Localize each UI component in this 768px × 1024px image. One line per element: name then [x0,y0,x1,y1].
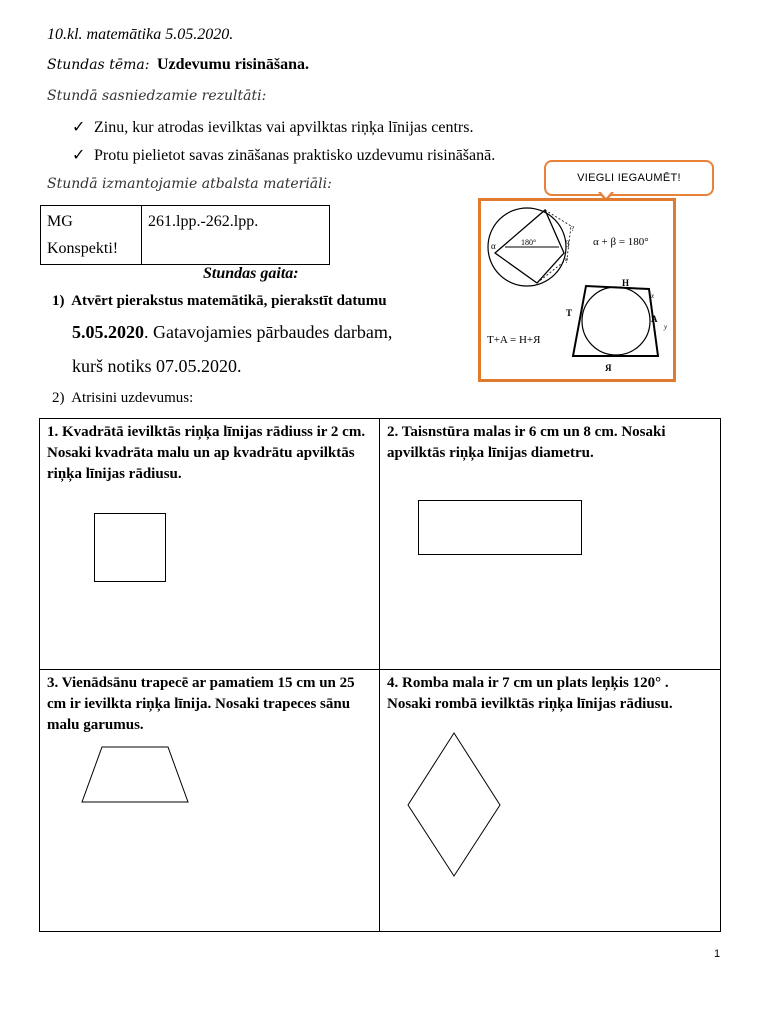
task-cell-1 [40,419,379,669]
square-shape [94,513,166,582]
task-cell-3 [40,670,379,931]
formula-tangential: T+A = H+Я [487,334,541,346]
inscribed-circle [582,287,650,355]
task-2-text: 2. Taisnstūra malas ir 6 cm un 8 cm. Nosaki apvilktās riņķa līnijas diametru. [387,424,666,461]
materials-col1: MG [47,213,73,230]
checkmark-icon: ✓ [72,119,86,136]
materials-col1-line2: Konspekti! [47,240,119,257]
result-item-2 [72,145,495,165]
step-1 [52,293,387,310]
task-4-text: 4. Romba mala ir 7 cm un plats leņķis 120° . Nosaki rombā ievilktās riņķa līnijas rādiusu. [387,675,673,712]
question-mark-1: ? [571,225,575,233]
step-1-number: 1) [52,293,65,309]
alpha-label: α [491,241,496,251]
step-2 [52,390,193,407]
task-1-text: 1. Kvadrātā ievilktās riņķa līnijas rādiuss ir 2 cm. Nosaki kvadrāta malu un ap kvadrātu apvilktās riņķa līnijas rādiusu. [47,424,366,482]
tasks-grid [39,418,721,932]
label-A: A [651,314,658,324]
label-y: y [664,323,668,331]
page-number: 1 [714,948,721,960]
step-2-number: 2) [52,390,65,406]
class-date-line: 10.kl. matemātika 5.05.2020. [47,26,234,43]
callout-label: VIEGLI IEGAUMĒT! [544,160,714,196]
materials-cell-1 [41,206,142,265]
results-label: Stundā sasniedzamie rezultāti: [47,88,267,104]
result-text-1: Zinu, kur atrodas ievilktas vai apvilktas riņķa līnijas centrs. [94,119,474,136]
materials-table [40,205,330,265]
rectangle-shape [418,500,582,555]
checkmark-icon: ✓ [72,147,86,164]
angle-180-label: 180° [521,238,537,247]
label-H: H [622,278,630,288]
label-T: T [566,308,573,318]
step-1-text: Atvērt pierakstus matemātikā, pierakstīt datumu [71,293,387,309]
result-text-2: Protu pielietot savas zināšanas praktisko uzdevumu risināšanā. [94,147,496,164]
lesson-flow-title: Stundas gaita: [203,265,299,282]
step-1-line3: kurš notiks 07.05.2020. [72,356,242,376]
topic-value: Uzdevumu risināšana. [156,56,309,73]
question-mark-2: ? [565,257,569,265]
task-cell-4 [380,670,720,931]
trapezoid-shape [80,746,190,804]
materials-label: Stundā izmantojamie atbalsta materiāli: [47,176,332,192]
step-1-line2 [72,322,392,343]
label-x: x [651,292,655,300]
geometry-figure [478,198,676,382]
circumscribed-quadrilateral [573,286,658,356]
topic-line [47,56,309,74]
step-1-rest: . Gatavojamies pārbaudes darbam, [144,322,393,342]
step-2-text: Atrisini uzdevumus: [71,390,194,406]
materials-cell-2: 261.lpp.-262.lpp. [142,206,330,265]
topic-label: Stundas tēma: [47,57,150,73]
rhombus-shape [406,732,502,878]
task-cell-2 [380,419,720,669]
task-3-text: 3. Vienādsānu trapecē ar pamatiem 15 cm un 25 cm ir ievilkta riņķa līnija. Nosaki trapeces sānu malu garumus. [47,675,355,733]
beta-label: β [565,239,570,249]
step-1-date: 5.05.2020 [72,322,144,342]
label-Ya: Я [605,363,612,373]
formula-alpha-beta: α + β = 180° [593,236,649,248]
result-item-1 [72,117,473,137]
